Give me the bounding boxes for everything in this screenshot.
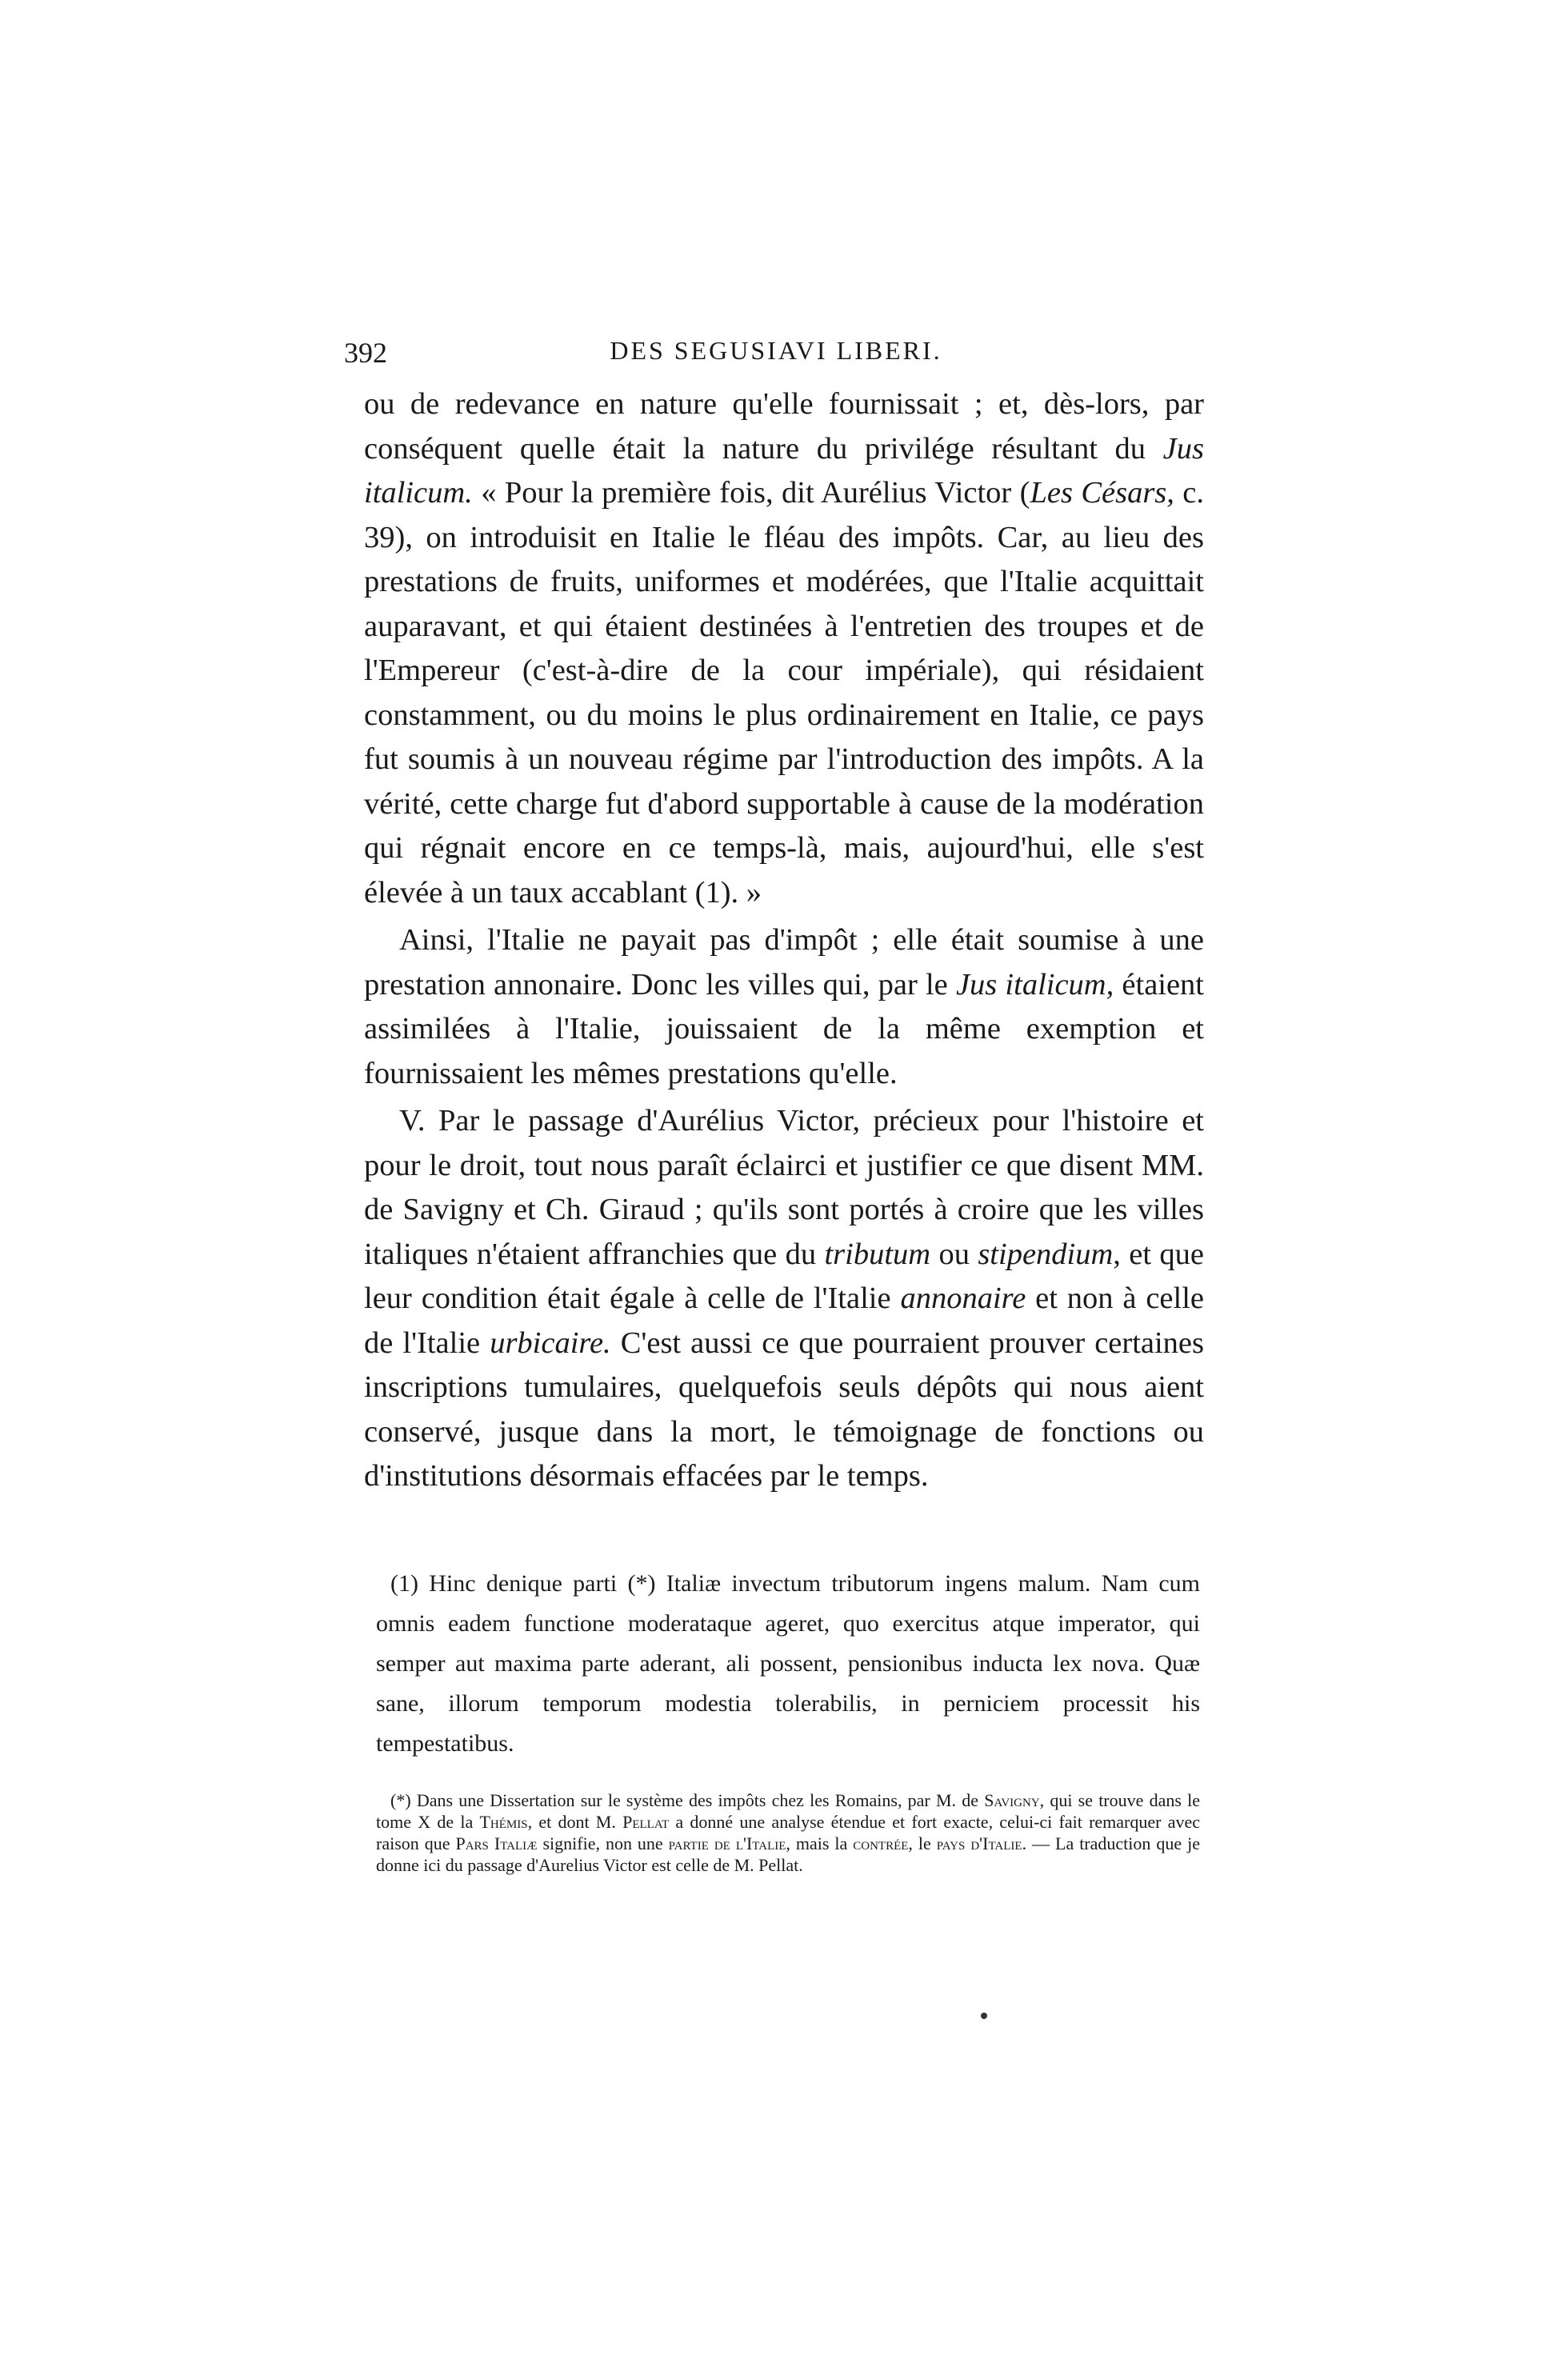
footnote	[376, 1564, 1200, 1764]
running-title: DES SEGUSIAVI LIBERI.	[610, 336, 942, 365]
sub-footnote-text: (*) Dans une Dissertation sur le système des impôts chez les Romains, par M. de Savigny, qui se trouve dans le tome X de la Thémis, et dont M. Pellat a donné une analyse étendue et fort exacte, celui-ci fait remarquer avec raison que Pars Italiæ signifie, non une partie de l'Italie, mais la contrée, le pays d'Italie. — La traduction que je donne ici du passage d'Aurelius Victor est celle de M. Pellat.	[376, 1790, 1200, 1875]
footnote-text: (1) Hinc denique parti (*) Italiæ invectum tributorum ingens malum. Nam cum omnis eadem functione moderataque ageret, quo exercitus atque imperator, qui semper aut maxima parte aderant, ali possent, pensionibus inducta lex nova. Quæ sane, illorum temporum modestia tolerabilis, in perniciem processit his tempestatibus.	[376, 1570, 1200, 1757]
main-text	[364, 382, 1204, 1502]
paragraph-2: Ainsi, l'Italie ne payait pas d'impôt ; elle était soumise à une prestation annonaire. Donc les villes qui, par le Jus italicum, étaient assimilées à l'Italie, jouissaient de la même exemption et fournissaient les mêmes prestations qu'elle.	[364, 923, 1205, 1090]
page-number: 392	[344, 337, 387, 369]
paragraph-1: ou de redevance en nature qu'elle fournissait ; et, dès-lors, par conséquent quelle était la nature du privilége résultant du Jus italicum. « Pour la première fois, dit Aurélius Victor (Les Césars, c. 39), on introduisit en Italie le fléau des impôts. Car, au lieu des prestations de fruits, uniformes et modérées, que l'Italie acquittait auparavant, et qui étaient destinées à l'entretien des troupes et de l'Empereur (c'est-à-dire de la cour impériale), qui résidaient constamment, ou du moins le plus ordinairement en Italie, ce pays fut soumis à un nouveau régime par l'introduction des impôts. A la vérité, cette charge fut d'abord supportable à cause de la modération qui régnait encore en ce temps-là, mais, aujourd'hui, elle s'est élevée à un taux accablant (1). »	[364, 387, 1204, 910]
page-header	[344, 336, 1208, 384]
paragraph-3: V. Par le passage d'Aurélius Victor, précieux pour l'histoire et pour le droit, tout nous paraît éclairci et justifier ce que disent MM. de Savigny et Ch. Giraud ; qu'ils sont portés à croire que les villes italiques n'étaient affranchies que du tributum ou stipendium, et que leur condition était égale à celle de l'Italie annonaire et non à celle de l'Italie urbicaire. C'est aussi ce que pourraient prouver certaines inscriptions tumulaires, quelquefois seuls dépôts qui nous aient conservé, jusque dans la mort, le témoignage de fonctions ou d'institutions désormais effacées par le temps.	[364, 1104, 1205, 1493]
sub-footnote	[376, 1789, 1200, 1876]
ink-speck	[981, 2013, 987, 2019]
